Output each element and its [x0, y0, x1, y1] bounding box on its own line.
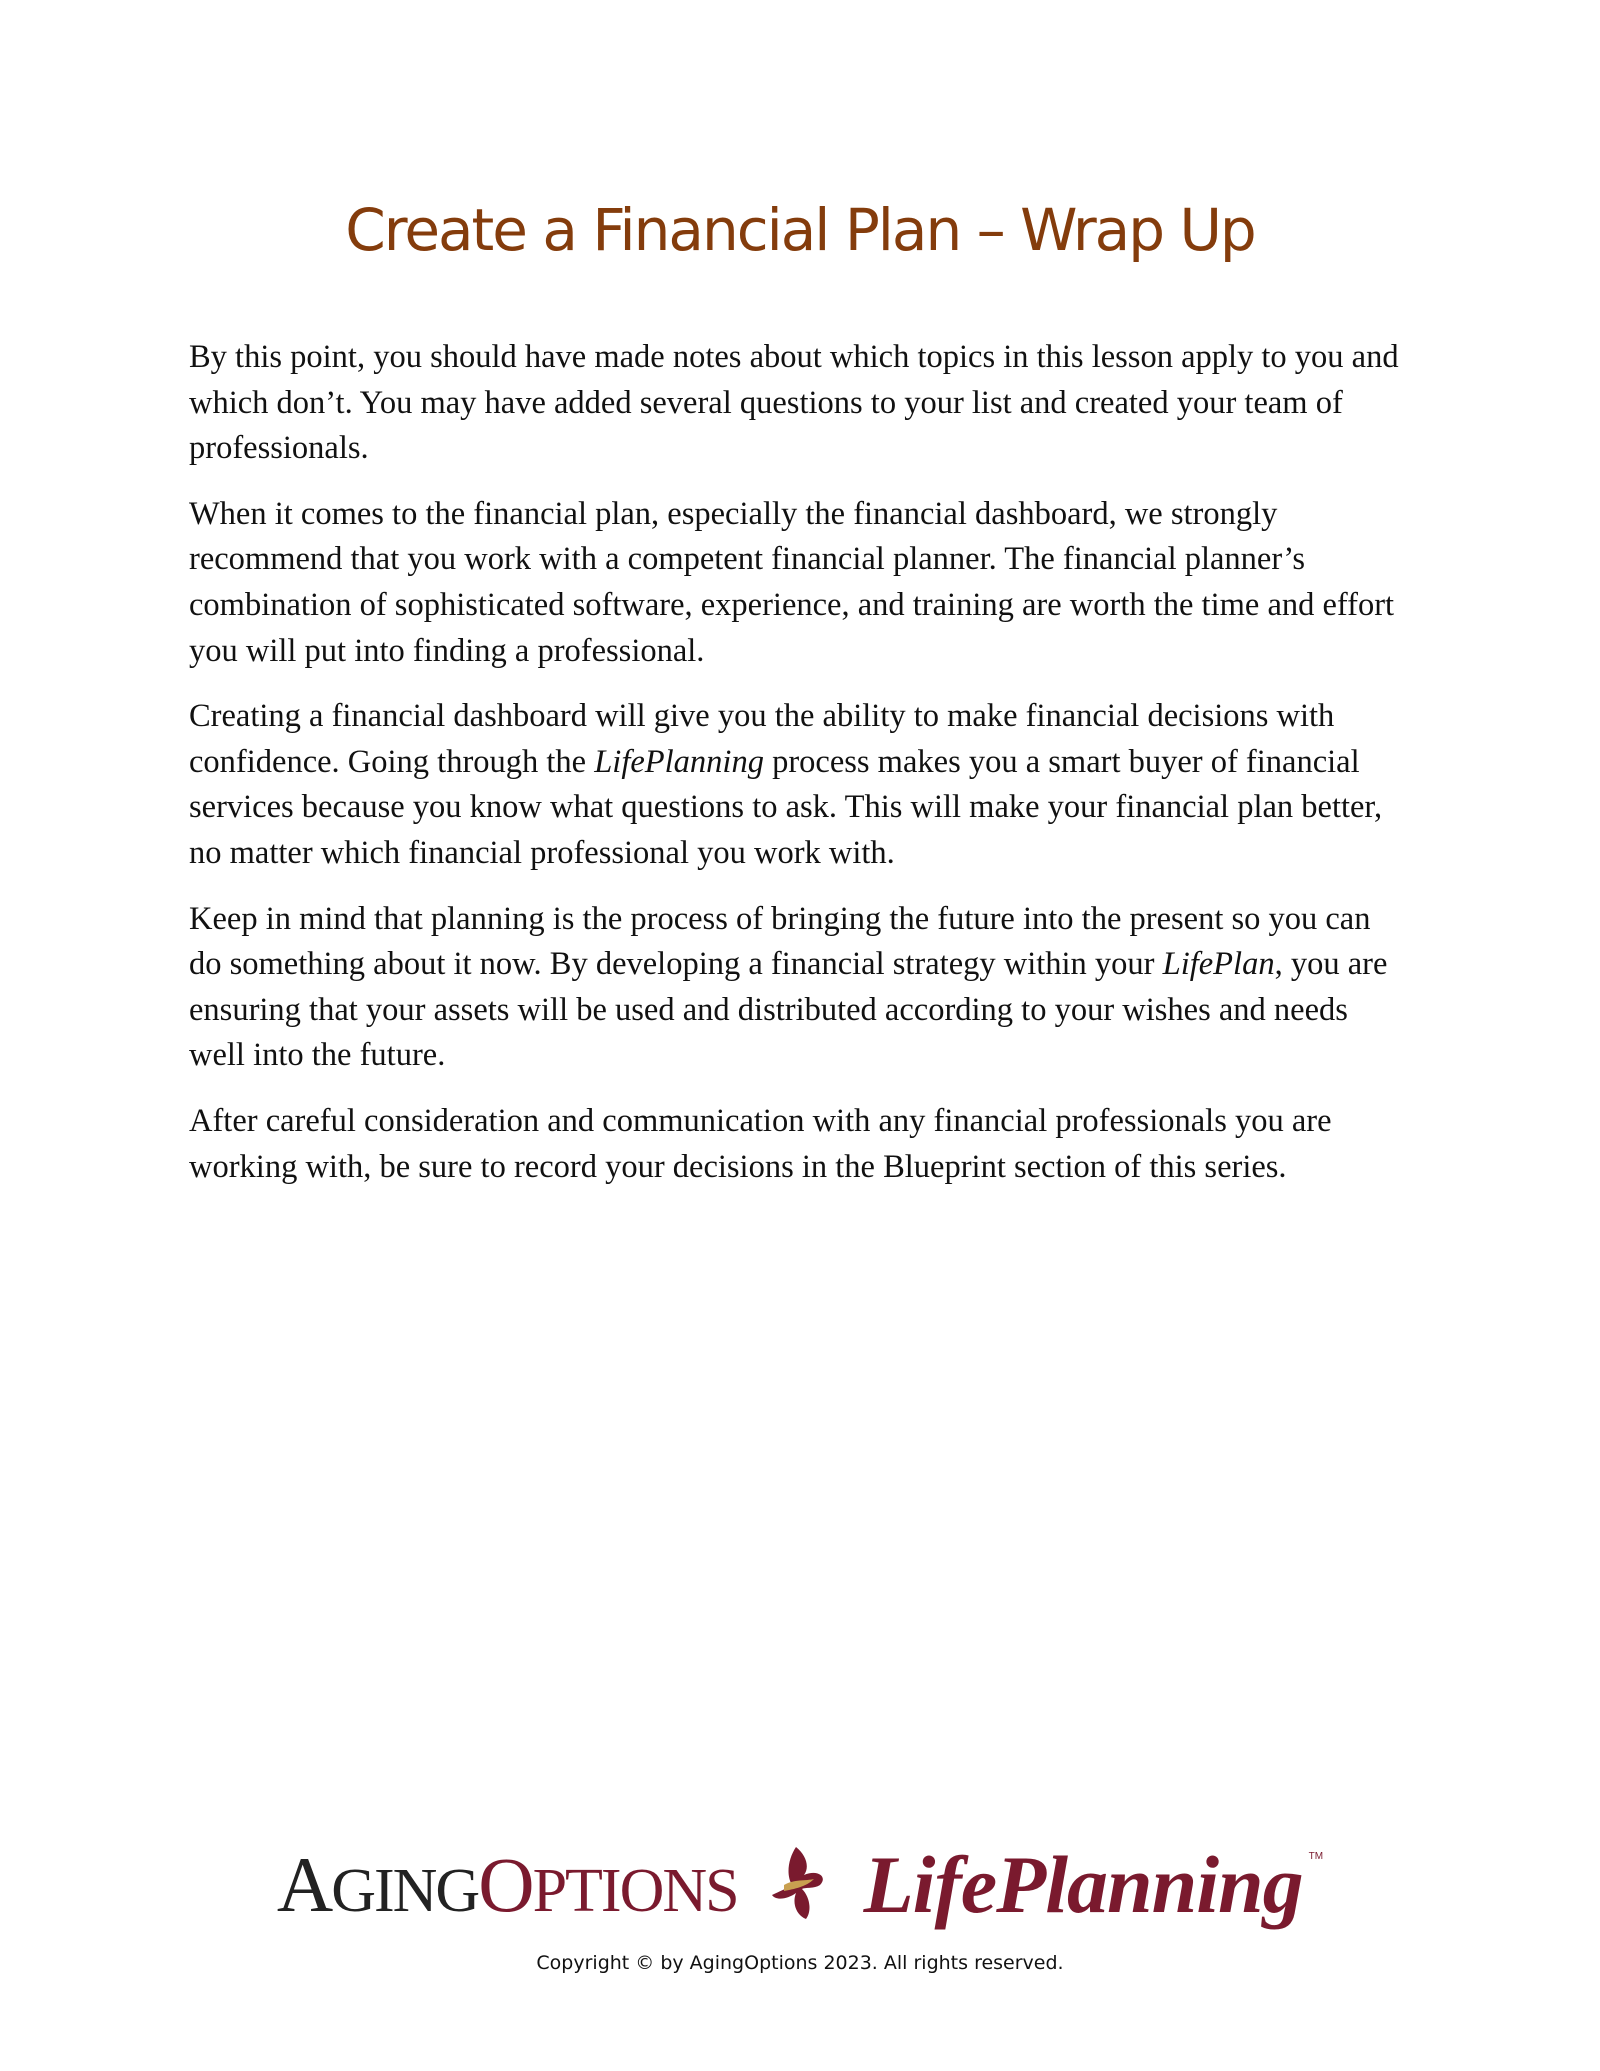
- paragraph-text: When it comes to the financial plan, especially the financial dashboard, we strongly recommend that you work with a competent financial planner. The financial planner’s combination of sophisticated software, experience, and training are worth the time and effort you will put into finding a professional.: [189, 495, 1395, 669]
- butterfly-logo-icon: [766, 1845, 836, 1925]
- paragraph-text: By this point, you should have made notes about which topics in this lesson apply to you and which don’t. You may have added several questions to your list and created your team of professionals.: [189, 339, 1399, 467]
- lifeplanning-logo-group: [863, 1839, 1324, 1930]
- page-title: Create a Financial Plan – Wrap Up: [345, 196, 1255, 264]
- paragraph-text: process makes you a smart buyer of financial services because you know what questions to ask. This will make your financial plan better, no matter which financial professional you work with.: [189, 743, 1383, 871]
- paragraph: [189, 492, 1411, 674]
- paragraph: [189, 694, 1411, 876]
- paragraph: [189, 1099, 1411, 1190]
- italic-term: LifePlanning: [594, 743, 764, 780]
- body-text: [189, 335, 1411, 1210]
- italic-term: LifePlan: [1162, 946, 1275, 983]
- copyright: Copyright © by AgingOptions 2023. All rights reserved.: [536, 1952, 1064, 1974]
- paragraph-text: Keep in mind that planning is the process of bringing the future into the present so you can do something about it now. By developing a financial strategy within your: [189, 900, 1371, 983]
- trademark: TM: [1308, 1851, 1324, 1862]
- paragraph-text: Creating a financial dashboard will give you the ability to make financial decisions with confidence. Going through the: [189, 698, 1335, 780]
- paragraph-text: After careful consideration and communication with any financial professionals you are working with, be sure to record your decisions in the Blueprint section of this series.: [189, 1102, 1332, 1185]
- lifeplanning-logo: LifePlanning: [863, 1839, 1303, 1930]
- paragraph-text: , you are ensuring that your assets will be used and distributed according to your wishes and needs well into the future.: [189, 946, 1388, 1074]
- paragraph: [189, 335, 1411, 472]
- agingoptions-logo: AGINGOPTIONS: [276, 1841, 738, 1928]
- paragraph: [189, 897, 1411, 1079]
- footer-logo: [0, 1835, 1600, 1935]
